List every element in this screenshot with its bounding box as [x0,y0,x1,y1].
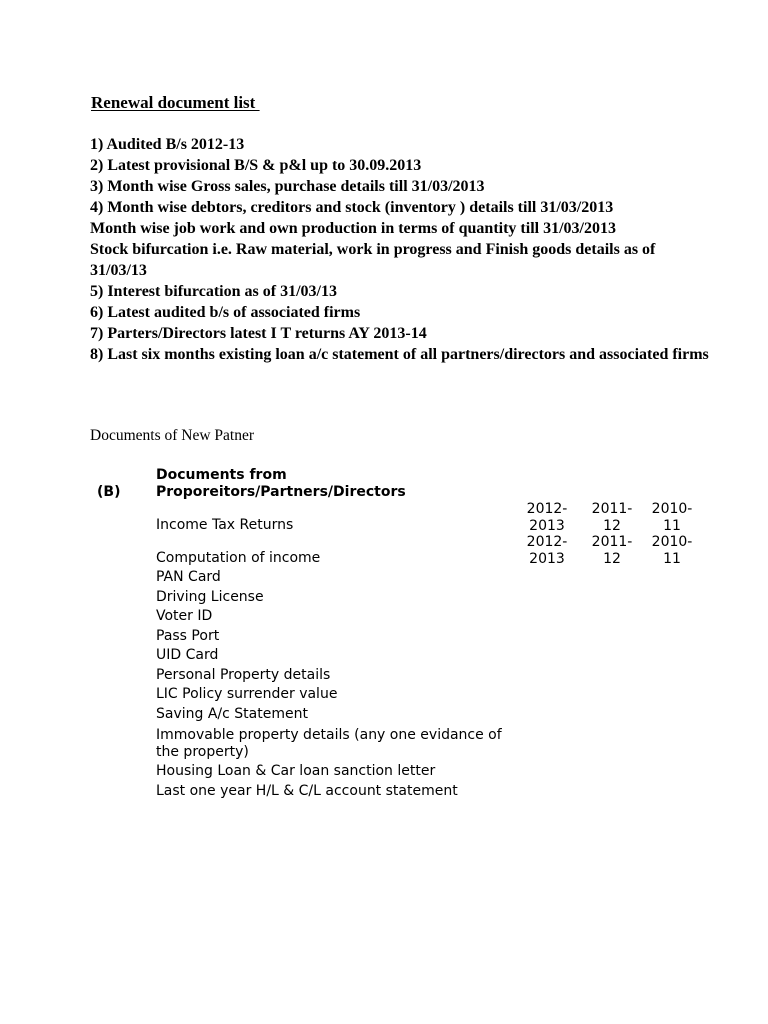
list-item: Stock bifurcation i.e. Raw material, work in progress and Finish goods details as of 31/03/13 [90,241,656,279]
list-item: 7) Parters/Directors latest I T returns AY 2013-14 [90,325,427,342]
list-item: PAN Card [156,569,221,585]
new-partner-subheading: Documents of New Patner [90,427,254,444]
year-cell: 2011- 12 [591,534,633,567]
year-cell: 2010- 11 [651,534,693,567]
list-item: 6) Latest audited b/s of associated firms [90,304,361,321]
list-item: 5) Interest bifurcation as of 31/03/13 [90,283,337,300]
list-item: UID Card [156,647,219,663]
list-item: LIC Policy surrender value [156,686,338,702]
list-item: Housing Loan & Car loan sanction letter [156,763,436,779]
year-cell: 2011- 12 [591,501,633,534]
year-cell: 2010- 11 [651,501,693,534]
year-cell: 2012- 2013 [526,501,568,534]
section-heading-line: Proporeitors/Partners/Directors [156,484,406,500]
list-item: 4) Month wise debtors, creditors and stock (inventory ) details till 31/03/2013 [90,199,614,216]
list-item: 1) Audited B/s 2012-13 [90,136,245,153]
list-item: Month wise job work and own production in terms of quantity till 31/03/2013 [90,220,616,237]
section-heading-line: Documents from [156,467,287,483]
section-label: (B) [97,484,121,500]
list-item: Personal Property details [156,666,331,683]
document-title: Renewal document list [91,93,260,112]
computation-of-income-label: Computation of income [156,550,321,566]
income-tax-returns-label: Income Tax Returns [156,517,294,533]
list-item: 2) Latest provisional B/S & p&l up to 30.09.2013 [90,157,422,174]
list-item: Pass Port [156,627,220,644]
list-item: Immovable property details (any one evidance of the property) [156,727,502,760]
list-item: Driving License [156,588,264,605]
list-item: Saving A/c Statement [156,705,308,722]
list-item: Voter ID [156,608,213,624]
list-item: 3) Month wise Gross sales, purchase details till 31/03/2013 [90,178,485,195]
renewal-document-list [90,134,710,365]
list-item: Last one year H/L & C/L account statement [156,782,458,799]
list-item: 8) Last six months existing loan a/c statement of all partners/directors and associated firms [90,346,709,363]
year-cell: 2012- 2013 [526,534,568,567]
section-heading [156,467,406,501]
